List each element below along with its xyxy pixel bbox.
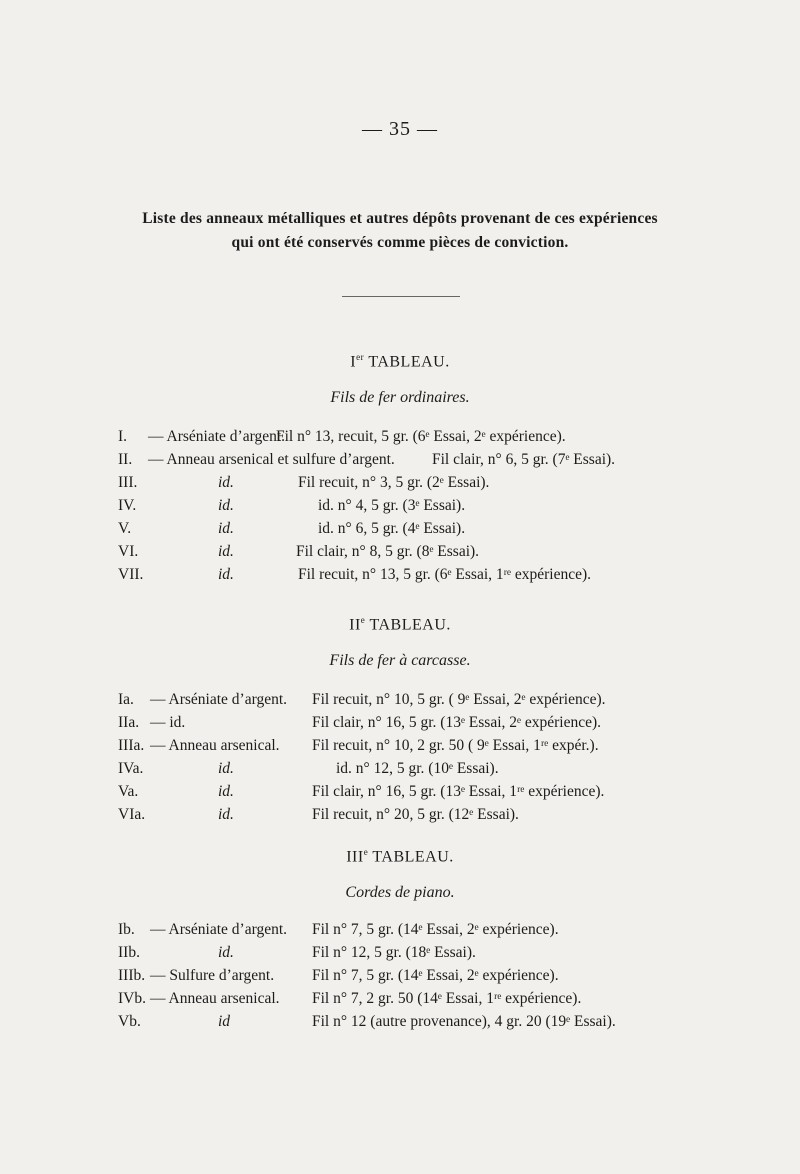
item-substance: id. [218, 474, 234, 491]
intro-heading [100, 207, 700, 255]
item-spec: Fil recuit, n° 10, 5 gr. ( 9ᵉ Essai, 2ᵉ expérience). [312, 691, 606, 708]
item-number: IIb. [118, 944, 140, 961]
item-substance: id. [218, 806, 234, 823]
tableau-3-subtitle: Cordes de piano. [345, 884, 455, 901]
item-substance: id [218, 1013, 231, 1030]
page-number: — 35 — [362, 118, 438, 140]
item-spec: Fil n° 12, 5 gr. (18ᵉ Essai). [312, 944, 476, 961]
item-number: Ia. [118, 691, 134, 708]
item-spec: Fil recuit, n° 3, 5 gr. (2ᵉ Essai). [298, 474, 490, 491]
list-item [0, 474, 800, 496]
list-item [0, 497, 800, 519]
item-substance: — Anneau arsenical et sulfure d’argent. [148, 451, 395, 468]
item-substance: id. [218, 760, 234, 777]
item-spec: id. n° 6, 5 gr. (4ᵉ Essai). [318, 520, 466, 537]
item-spec: Fil clair, n° 16, 5 gr. (13ᵉ Essai, 2ᵉ expérience). [312, 714, 602, 731]
item-number: IVa. [118, 760, 144, 777]
item-substance: id. [218, 543, 234, 560]
tableau-1-title [0, 352, 800, 371]
item-number: VIa. [118, 806, 146, 823]
item-number: Ib. [118, 921, 135, 938]
tableau-2-subtitle: Fils de fer à carcasse. [329, 652, 471, 669]
list-item [0, 967, 800, 989]
item-substance: — Arséniate d’argent. [150, 691, 288, 708]
tableau-2-title-num: II [349, 616, 361, 634]
list-item [0, 944, 800, 966]
item-substance: id. [218, 520, 234, 537]
tableau-3-title-num: III [346, 848, 364, 866]
list-item [0, 760, 800, 782]
list-item [0, 714, 800, 736]
item-spec: id. n° 4, 5 gr. (3ᵉ Essai). [318, 497, 466, 514]
item-substance: — Sulfure d’argent. [150, 967, 275, 984]
item-number: Vb. [118, 1013, 141, 1030]
item-substance: — Anneau arsenical. [150, 737, 280, 754]
item-substance: id. [218, 566, 234, 583]
list-item [0, 566, 800, 588]
tableau-2-title-sup: e [360, 615, 366, 625]
item-substance: — Arséniate d’argent. [150, 921, 288, 938]
item-number: IVb. [118, 990, 146, 1007]
item-substance: id. [218, 783, 234, 800]
intro-line-2: qui ont été conservés comme pièces de conviction. [231, 234, 569, 251]
list-item [0, 990, 800, 1012]
list-item [0, 737, 800, 759]
item-spec: Fil n° 12 (autre provenance), 4 gr. 20 (19ᵉ Essai). [312, 1013, 616, 1030]
item-number: VII. [118, 566, 144, 583]
list-item [0, 451, 800, 473]
item-spec: Fil recuit, n° 13, 5 gr. (6ᵉ Essai, 1ʳᵉ expérience). [298, 566, 591, 583]
item-spec: Fil clair, n° 16, 5 gr. (13ᵉ Essai, 1ʳᵉ expérience). [312, 783, 605, 800]
tableau-3-title [0, 847, 800, 866]
item-number: I. [118, 428, 128, 445]
item-substance: — id. [150, 714, 186, 731]
item-number: IIIa. [118, 737, 145, 754]
item-substance: id. [218, 944, 234, 961]
item-spec: Fil recuit, n° 10, 2 gr. 50 ( 9ᵉ Essai, 1ʳᵉ expér.). [312, 737, 599, 754]
tableau-2-title [0, 615, 800, 634]
list-item [0, 428, 800, 450]
item-spec: Fil n° 7, 5 gr. (14ᵉ Essai, 2ᵉ expérience). [312, 967, 559, 984]
list-item [0, 691, 800, 713]
tableau-1-title-num: I [350, 353, 357, 371]
item-number: Va. [118, 783, 139, 800]
item-number: IV. [118, 497, 137, 514]
item-number: IIIb. [118, 967, 146, 984]
item-number: VI. [118, 543, 139, 560]
divider-rule [342, 296, 460, 297]
list-item [0, 783, 800, 805]
item-spec: Fil clair, n° 8, 5 gr. (8ᵉ Essai). [296, 543, 480, 560]
tableau-1-subtitle: Fils de fer ordinaires. [330, 389, 470, 406]
list-item [0, 520, 800, 542]
list-item [0, 1013, 800, 1035]
list-item [0, 921, 800, 943]
tableau-1-title-sup: er [356, 352, 365, 362]
item-number: IIa. [118, 714, 140, 731]
intro-line-1: Liste des anneaux métalliques et autres dépôts provenant de ces expériences [142, 210, 658, 227]
tableau-1-title-word: TABLEAU. [364, 353, 450, 371]
item-number: III. [118, 474, 138, 491]
item-spec: Fil recuit, n° 20, 5 gr. (12ᵉ Essai). [312, 806, 519, 823]
item-substance: — Arséniate d’argent. [148, 428, 286, 445]
tableau-3-title-sup: e [363, 847, 369, 857]
item-number: V. [118, 520, 132, 537]
item-spec: Fil n° 13, recuit, 5 gr. (6ᵉ Essai, 2ᵉ expérience). [276, 428, 566, 445]
list-item [0, 543, 800, 565]
list-item [0, 806, 800, 828]
item-spec: Fil n° 7, 2 gr. 50 (14ᵉ Essai, 1ʳᵉ expérience). [312, 990, 582, 1007]
item-spec: Fil clair, n° 6, 5 gr. (7ᵉ Essai). [432, 451, 616, 468]
item-number: II. [118, 451, 133, 468]
item-substance: id. [218, 497, 234, 514]
item-spec: Fil n° 7, 5 gr. (14ᵉ Essai, 2ᵉ expérience). [312, 921, 559, 938]
tableau-3-title-word: TABLEAU. [368, 848, 454, 866]
item-spec: id. n° 12, 5 gr. (10ᵉ Essai). [336, 760, 499, 777]
tableau-2-title-word: TABLEAU. [365, 616, 451, 634]
item-substance: — Anneau arsenical. [150, 990, 280, 1007]
